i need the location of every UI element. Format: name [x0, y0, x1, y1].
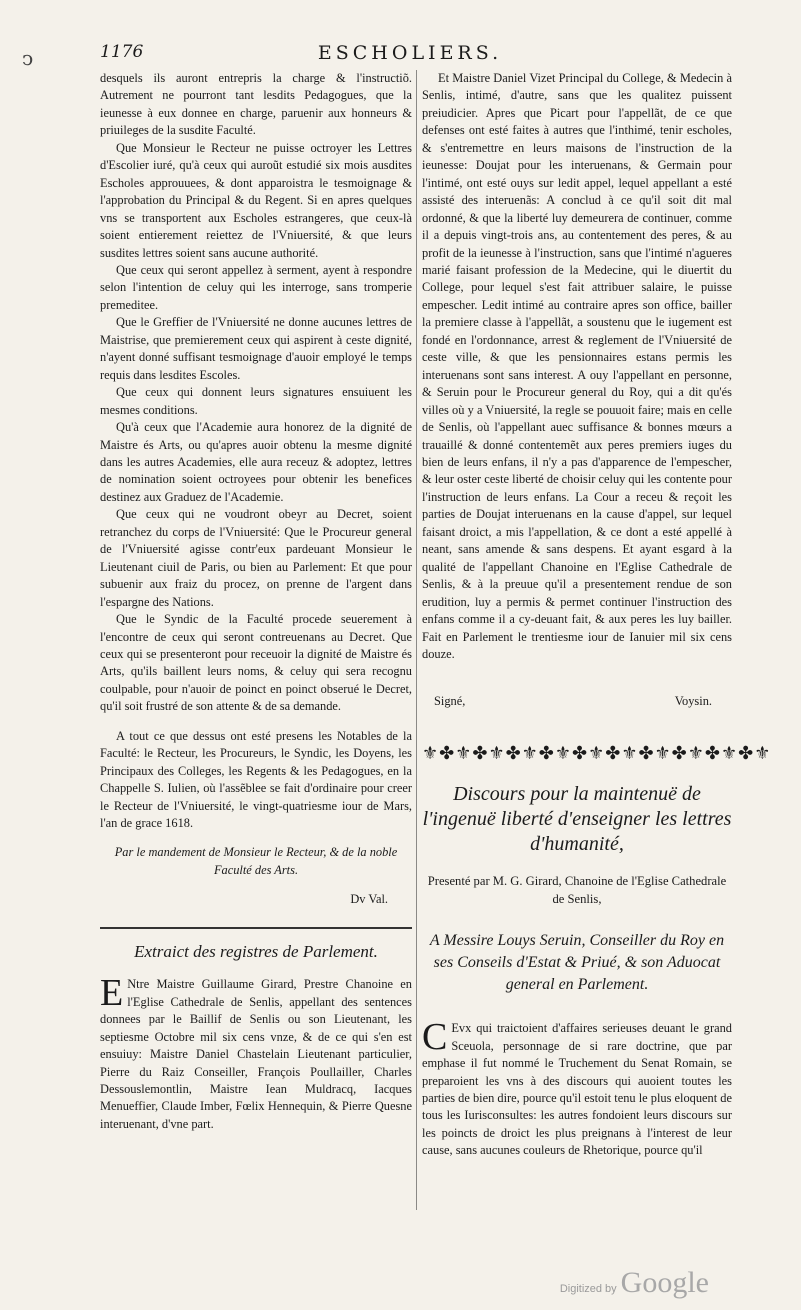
running-title: ESCHOLIERS.	[317, 42, 503, 64]
section-rule	[100, 927, 412, 929]
signed-name: Voysin.	[674, 694, 712, 709]
dedication: A Messire Louys Seruin, Conseiller du Roy en ses Conseils d'Estat & Priué, & son Aduocat general en Parlement.	[429, 932, 725, 994]
paragraph: Qu'à ceux que l'Academie aura honorez de la dignité de Maistre és Arts, ou qu'apres auoir obtenu la mesme dignité dans les autres Academies, elle aura receuz & adoptez, lettres de nomination soient octroyees pour obtenir les benefices destinez aux Graduez de l'Academie.	[100, 420, 412, 504]
mandate-line: Par le mandement de Monsieur le Recteur, & de la noble Faculté des Arts.	[114, 845, 398, 877]
paragraph: Que ceux qui donnent leurs signatures ensuiuent les mesmes conditions.	[100, 385, 412, 417]
discourse-title: Discours pour la maintenuë de l'ingenuë liberté d'enseigner les lettres d'humanité,	[422, 783, 732, 856]
paragraph: Que le Greffier de l'Vniuersité ne donne aucunes lettres de Maistrise, que premierement ceux qui aspirent à ceste dignité, n'ayent donné suffisant tesmoignage d'auoir employé le temps requis dans lesdites Escoles.	[100, 315, 412, 382]
column-divider	[416, 70, 417, 1210]
signature: Dv Val.	[350, 892, 388, 907]
watermark-prefix: Digitized by	[559, 1283, 617, 1295]
paragraph: Que Monsieur le Recteur ne puisse octroyer les Lettres d'Escolier iuré, qu'à ceux qui auroũt estudié six mois ausdites Escholes approuuees, & dont apparoistra le tesmoignage & l'approbation du Principal & du Regent. Si en apres quelques vns se transportent aux Escholes estrangeres, que ceux-là soient entierement reiettez de l'Vniuersité, & que leurs susdites lettres soient sans aucune authorité.	[100, 140, 412, 260]
paragraph: ENtre Maistre Guillaume Girard, Prestre Chanoine en l'Eglise Cathedrale de Senlis, appellant des sentences donnees par le Baillif de Senlis ou son Lieutenant, les septiesme Octobre mil six cens vnze, & de ce qui s'en est ensuiuy: Maistre Daniel Chastelain Lieutenant particulier, Pierre du Raiz Conseiller, François Poullailler, Charles Dessouslemontlin, Maistre Iean Muldracq, Iacques Menueffier, Claude Imber, Fœlix Hennequin, & Pierre Quesne interuenant, d'vne part.	[100, 972, 412, 1131]
margin-mark: ↄ	[22, 46, 34, 70]
paragraph: A tout ce que dessus ont esté presens les Notables de la Faculté: le Recteur, les Procureurs, le Syndic, les Doyens, les Principaux des Colleges, les Regents & les Pedagogues, en la Chappelle S. Iulien, où l'assẽblee se fait d'ordinaire pour creer le Recteur de l'Vniuersité, le vingt-quatriesme iour de Mars, l'an de grace 1618.	[100, 728, 412, 831]
google-logo: Google	[620, 1266, 709, 1299]
ornament-band: ⚜✤⚜✤⚜✤⚜✤⚜✤⚜✤⚜✤⚜✤⚜✤⚜✤⚜	[422, 742, 772, 763]
digitized-watermark	[560, 1266, 709, 1300]
page-header	[100, 42, 720, 68]
paragraph: Et Maistre Daniel Vizet Principal du College, & Medecin à Senlis, intimé, d'autre, sans que les qualitez puissent preiudicier. Apres que Picart pour l'appellãt, de ce que defenses ont esté faites à autres que l'inthimé, tenir escholes, & s'entremettre en leurs maisons de l'instruction de la ieunesse: Doujat pour les interuenans, & Germain pour l'intimé, ont esté ouys sur ledit appel, lequel appellant a esté assisté des interuenãs: A conclud à ce qu'il soit dit mal ordonné, & que la liberté luy demeurera de continuer, comme il a depuis vingt-trois ans, au contentement des peres, & au profit de la ieunesse à l'instruction, sans que l'intimé n'agueres marié faisant profession de la Medecine, qui le diuertit du College, pour lequel s'est fait attribuer salaire, le puisse empescher. Ledit intimé au contraire apres son office, bailler la premiere classe à l'appellãt, a soustenu que le iugement est fondé en l'ordonnance, arrest & reglement de l'Vniuersité de ceste ville, & que les pensionnaires estans permis les interuenans sont sans interest. A ouy l'appellant en personne, & Seruin pour le Procureur general du Roy, qui a dit qu'és villes où y a Vniuersité, la regle se pouuoit faire; mais en celle de Senlis, où l'appellant auec suffisance & bonnes mœurs a trauaillé & donné contentemẽt aux peres premiers iuges du bien de leurs enfans, il n'y a pas d'apparence de l'empescher, & leur oster ceste liberté de choisir celuy qui les contente pour l'instruction de leurs enfans. La Cour a receu & reçoit les parties de Doujat interuenans en la cause d'appel, sur lequel faisant droict, a mis l'appellation, & ce dont a esté appellé à neant, sans amende & sans despens. Et ayant esgard à la qualité de l'appellant Chanoine en l'Eglise Cathedrale de Senlis, & à la preuue qu'il a presentement rendue de son erudition, luy a permis & permet continuer l'instruction des enfans comme il a cy-deuant fait, & aux peres les luy bailler. Fait en Parlement le trentiesme iour de Ianuier mil six cens douze.	[422, 71, 733, 661]
presented-by: Presenté par M. G. Girard, Chanoine de l'Eglise Cathedrale de Senlis,	[427, 874, 727, 906]
section-title: Extraict des registres de Parlement.	[134, 941, 378, 961]
paragraph: desquels ils auront entrepris la charge & l'instructiõ. Autrement ne pourront tant lesdits Pedagogues, que la ieunesse à eux donnee en charge, paruenir aux honneurs & priuileges de la susdite Faculté.	[100, 71, 412, 138]
paragraph: Que ceux qui seront appellez à serment, ayent à respondre selon l'intention de celuy qui les interroge, sans tromperie premeditee.	[100, 262, 412, 312]
paragraph: Que ceux qui ne voudront obeyr au Decret, soient retranchez du corps de l'Vniuersité: Que le Procureur general de l'Vniuersité agisse contr'eux pardeuant Monsieur le Lieutenant ciuil de Paris, ou bien au Parlement: Et que pour subuenir aux fraiz du procez, on prenne de l'argent dans l'espargne des Nations.	[100, 507, 412, 609]
page-number: 1176	[100, 42, 144, 62]
signed-label: Signé,	[434, 694, 466, 709]
paragraph: CEvx qui traictoient d'affaires serieuses deuant le grand Sceuola, personnage de si rare doctrine, que par emphase il fut nommé le Truchement du Senat Romain, se preparoient les vns à des discours qui auoient toutes les parties de bien dire, pource qu'il estoit tenu le plus eloquent de tous les Iurisconsultes: les autres fondoient leurs discours sur les poincts de droict les plus preignans à l'interest de leur cause, sans aucunes couleurs de Rhetorique, pource qu'il	[422, 1016, 732, 1158]
signature-row	[422, 693, 732, 710]
paragraph: Que le Syndic de la Faculté procede seuerement à l'encontre de ceux qui seront contreuenans au Decret. Que ceux qui se presenteront pour receuoir la dignité de Maistre és Arts, qu'ils baillent leurs noms, & celuy qui sera recognu coulpable, pour n'auoir de poinct en poinct obserué le Decret, qu'il soit frustré de son attente & de sa demande.	[100, 612, 412, 714]
right-column	[422, 70, 772, 1160]
left-column	[100, 70, 412, 1133]
